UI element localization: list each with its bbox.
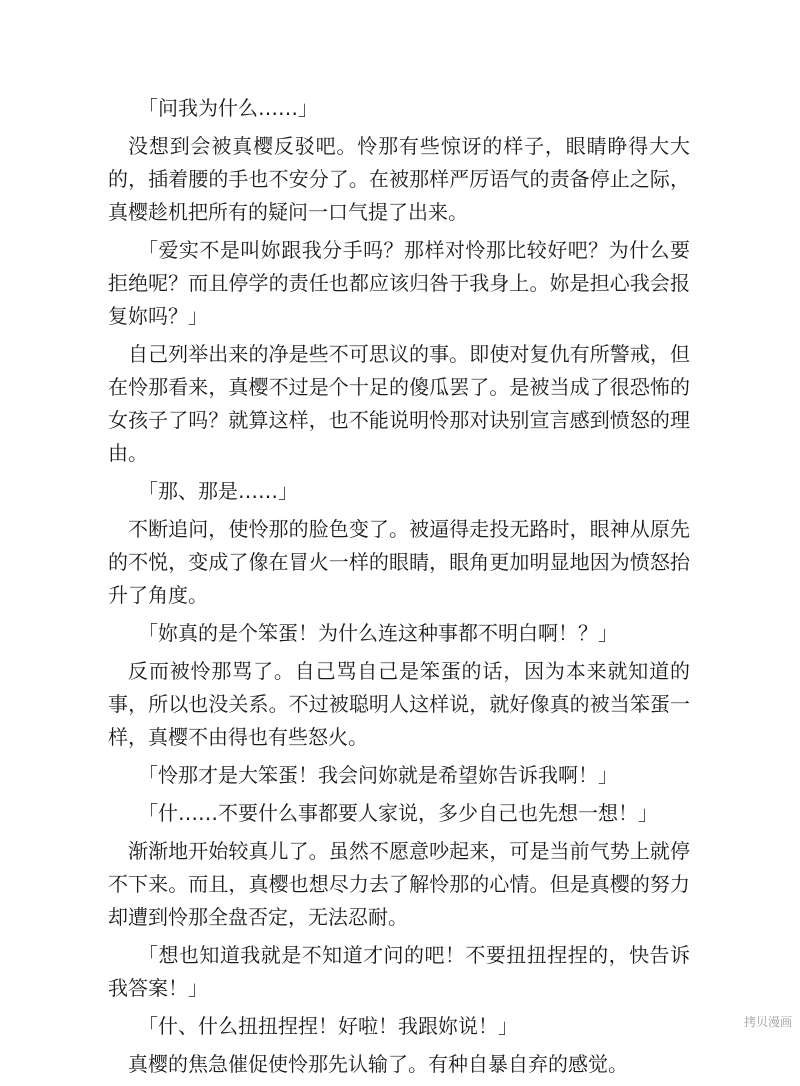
paragraph: 不断追问，使怜那的脸色变了。被逼得走投无路时，眼神从原先的不悦，变成了像在冒火一样的眼睛，眼角更加明显地因为愤怒抬升了角度。 <box>108 517 690 607</box>
watermark: 拷贝漫画 <box>743 1015 792 1029</box>
paragraph: 「怜那才是大笨蛋！我会问妳就是希望妳告诉我啊！」 <box>138 763 618 787</box>
paragraph: 「什……不要什么事都要人家说，多少自己也先想一想！」 <box>138 801 658 825</box>
paragraph: 渐渐地开始较真儿了。虽然不愿意吵起来，可是当前气势上就停不下来。而且，真樱也想尽力去了解怜那的心情。但是真樱的努力却遭到怜那全盘否定，无法忍耐。 <box>108 839 690 929</box>
paragraph: 「问我为什么……」 <box>138 96 318 120</box>
document-page <box>108 92 690 1086</box>
paragraph: 真樱的焦急催促使怜那先认输了。有种自暴自弃的感觉。 <box>128 1052 628 1076</box>
paragraph: 自己列举出来的净是些不可思议的事。即使对复仇有所警戒，但在怜那看来，真樱不过是个十足的傻瓜罢了。是被当成了很恐怖的女孩子了吗？就算这样，也不能说明怜那对诀别宣言感到愤怒的理由。 <box>108 342 690 465</box>
paragraph: 没想到会被真樱反驳吧。怜那有些惊讶的样子，眼睛睁得大大的，插着腰的手也不安分了。在被那样严厉语气的责备停止之际，真樱趁机把所有的疑问一口气提了出来。 <box>108 134 690 224</box>
paragraph: 「妳真的是个笨蛋！为什么连这种事都不明白啊！？」 <box>138 621 618 645</box>
paragraph: 「想也知道我就是不知道才问的吧！不要扭扭捏捏的，快告诉我答案！」 <box>108 943 690 1000</box>
paragraph: 「什、什么扭扭捏捏！好啦！我跟妳说！」 <box>138 1014 518 1038</box>
paragraph: 反而被怜那骂了。自己骂自己是笨蛋的话，因为本来就知道的事，所以也没关系。不过被聪明人这样说，就好像真的被当笨蛋一样，真樱不由得也有些怒火。 <box>108 659 690 749</box>
paragraph: 「那、那是……」 <box>138 479 298 503</box>
paragraph: 「爱实不是叫妳跟我分手吗？那样对怜那比较好吧？为什么要拒绝呢？而且停学的责任也都应该归咎于我身上。妳是担心我会报复妳吗？」 <box>108 238 690 328</box>
